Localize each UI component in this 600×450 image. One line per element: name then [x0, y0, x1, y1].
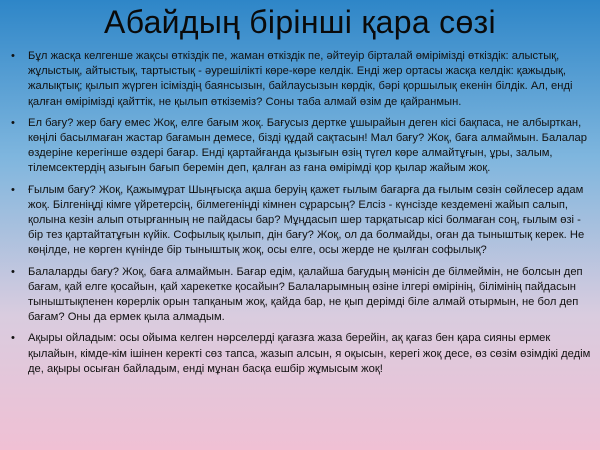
paragraph-text: Ел бағу? жер бағу емес Жоқ, елге бағым жоқ. Бағусыз дертке ұшырайын деген кісі бақпаса, не албырткан, көңілі басылмаған жастар бағамын демесе, бізді құдай сақтасын! Мал бағу? Жоқ, баға алмаймын. Балалар өздеріне керегінше өздері бағар. Енді қартайғанда қызығын өзің түгел көре алмайтұғын, ұры, залым, тілемсектердің азығын бағып беремін деп, қалған аз ғана өмірімді қор қылар жайым жоқ.	[28, 116, 587, 175]
bullet-item	[8, 331, 592, 377]
slide-title: Абайдың бірінші қара сөзі	[104, 4, 496, 40]
bullet-icon: •	[11, 183, 15, 196]
bullet-item	[8, 183, 592, 259]
bullet-item	[8, 116, 592, 177]
bullet-item	[8, 49, 592, 110]
bullet-icon: •	[11, 265, 15, 278]
paragraph-text: Ақыры ойладым: осы ойыма келген нәрселерді қағазға жаза берейін, ақ қағаз бен қара сияны ермек қылайын, кімде-кім ішінен керекті сөз тапса, жазып алсын, я оқысын, керегі жоқ десе, өз сөзім өзімдікі дедім де, ақыры осыған байладым, енді мұнан басқа ешбір жұмысым жоқ!	[28, 332, 591, 375]
bullet-icon: •	[11, 116, 15, 129]
bullet-icon: •	[11, 332, 15, 345]
paragraph-text: Балаларды бағу? Жоқ, баға алмаймын. Бағар едім, қалайша бағудың мәнісін де білмеймін, не болсын деп бағам, қай елге қосайын, қай харекетке қосайын? Балаларымның өзіне ілгері өмірінің, білімінің пайдасын тыныштықпенен көрерлік орын тапқаным жоқ, қайда бар, не қып дерімді біле алмай отырмын, не бол деп бағам? Оны да ермек қыла алмадым.	[28, 265, 583, 324]
paragraph-text: Бұл жасқа келгенше жақсы өткіздік пе, жаман өткіздік пе, әйтеуір бірталай өмірімізді өткіздік: алыстық, жұлыстық, айтыстық, тартыстық - әурешілікті көре-көре келдік. Енді жер ортасы жасқа келдік: қажыдық, жалықтық; қылып жүрген ісіміздің баянсызын, байлаусызын көрдік, бәрі қоршылық екенін білдік. Ал, енді қалған өмірімізді қайттік, не қылып өткіземіз? Соны таба алмай өзім де қайранмын.	[28, 50, 573, 108]
slide-content	[8, 49, 592, 383]
paragraph-text: Ғылым бағу? Жоқ, Қажымұрат Шыңғысқа ақша беруің қажет ғылым бағарға да ғылым сөзін сөйлесер адам жоқ. Білгеніңді кімге үйретерсің, білмегеніңді кімнен сұрарсың? Елсіз - күнсізде кездемені жайып салып, қолына кезін алып отырғанның не пайдасы бар? Мұңдасып шер тарқатысар кісі болмаған соң, ғылым өзі - бір тез қартайтатұғын күйік. Софылық қылып, дін бағу? Жоқ, ол да болмайды, оған да тыныштық керек. Не көңілде, не көрген күнінде бір тыныштық жоқ, осы елге, осы жерде не қылған софылық?	[28, 183, 585, 257]
bullet-item	[8, 265, 592, 326]
bullet-icon: •	[11, 50, 15, 62]
bullet-list	[8, 49, 592, 377]
